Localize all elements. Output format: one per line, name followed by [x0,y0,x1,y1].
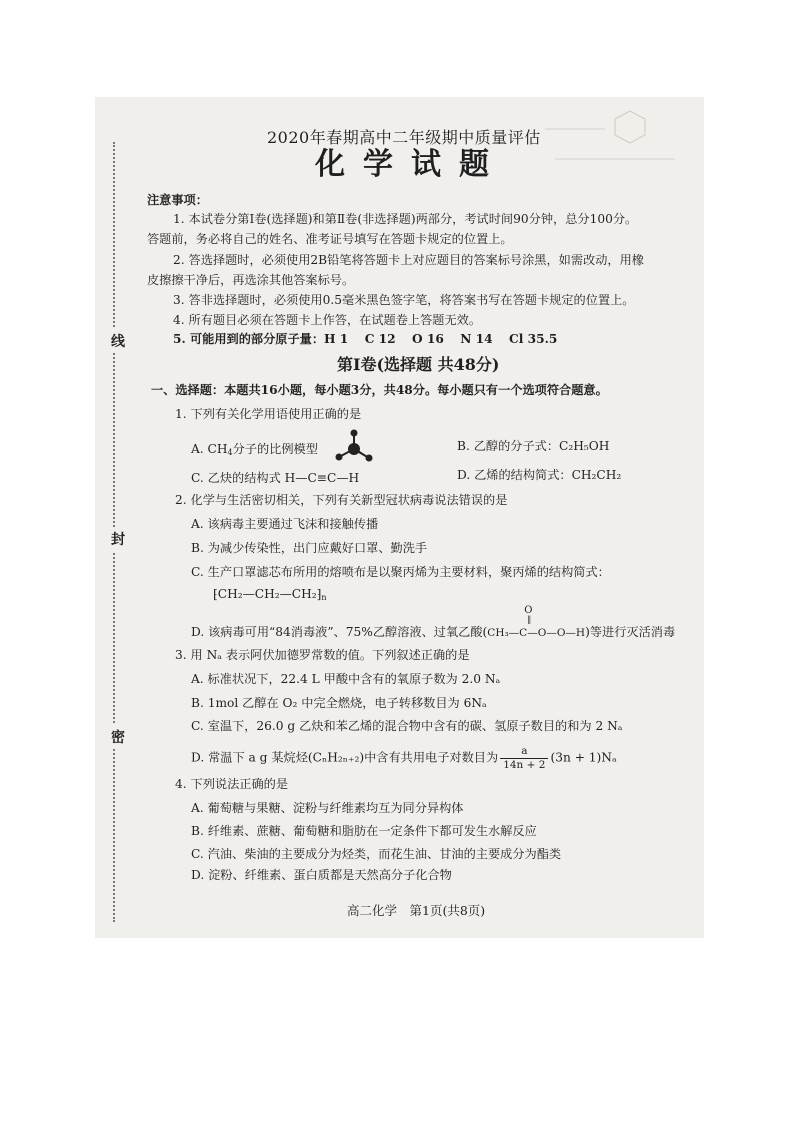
q3-option-d: D. 常温下 a g 某烷烃(CₙH₂ₙ₊₂)中含有共用电子对数目为 $\frac{a}{14n + 2}$ (3n + 1)Nₐ [191,745,617,771]
note-2-line2: 皮擦擦干净后，再选涂其他答案标号。 [147,273,355,287]
q1-option-c: C. 乙炔的结构式 H—C≡C—H [191,471,360,485]
ch4-ball-model-icon [333,429,375,463]
note-3: 3. 答非选择题时，必须使用0.5毫米黑色签字笔，将答案书写在答题卡规定的位置上。 [173,293,635,307]
q2-stem: 2. 化学与生活密切相关，下列有关新型冠状病毒说法错误的是 [175,493,508,507]
note-2-line1: 2. 答选择题时，必须使用2B铅笔将答题卡上对应题目的答案标号涂黑，如需改动，用橡 [173,253,644,267]
q2-polypropylene-formula: $⁅CH_2—CH_2—CH_2⁆_n$ [213,587,327,602]
q4-option-a: A. 葡萄糖与果糖、淀粉与纤维素均互为同分异构体 [191,801,464,815]
q4-option-d: D. 淀粉、纤维素、蛋白质都是天然高分子化合物 [191,868,452,882]
margin-label-line: 线 [111,329,125,353]
q3-option-c: C. 室温下，26.0 g 乙炔和苯乙烯的混合物中含有的碳、氢原子数目的和为 2 Nₐ [191,719,623,733]
q4-stem: 4. 下列说法正确的是 [175,777,289,791]
q2-option-c: C. 生产口罩滤芯布所用的熔喷布是以聚丙烯为主要材料，聚丙烯的结构简式： [191,565,610,579]
q3-stem: 3. 用 Nₐ 表示阿伏加德罗常数的值。下列叙述正确的是 [175,648,470,662]
section-instructions: 一、选择题：本题共16小题，每小题3分，共48分。每小题只有一个选项符合题意。 [151,383,608,397]
bleed-through-decoration [525,109,695,182]
margin-label-secret: 密 [111,725,125,749]
q2-peracetic-acid-formula: CH₃—C—O—O—H [487,627,586,639]
q3-fraction: $\frac{a}{14n + 2}$ [500,745,548,771]
margin-label-seal: 封 [111,527,125,551]
q2-option-d: D. 该病毒可用“84消毒液”、75%乙醇溶液、过氧乙酸( O ‖ CH₃—C—O—O—H)等进行灭活消毒 [191,605,676,639]
notes-heading: 注意事项： [147,193,208,207]
q4-option-c: C. 汽油、柴油的主要成分为烃类，而花生油、甘油的主要成分为酯类 [191,847,562,861]
q2-peracetic-carbonyl-o: O [524,605,533,616]
q2-option-a: A. 该病毒主要通过飞沫和接触传播 [191,517,379,531]
section-1-title: 第Ⅰ卷(选择题 共48分) [337,355,500,374]
q2-option-b: B. 为减少传染性，出门应戴好口罩、勤洗手 [191,541,428,555]
note-1-line1: 1. 本试卷分第Ⅰ卷(选择题)和第Ⅱ卷(非选择题)两部分，考试时间90分钟，总分100分。 [173,212,638,226]
q1-option-a: A. $CH_4$分子的比例模型 [191,442,318,457]
scanned-page [95,97,704,938]
note-1-line2: 答题前，务必将自己的姓名、准考证号填写在答题卡规定的位置上。 [147,232,513,246]
q1-option-b: B. 乙醇的分子式：C₂H₅OH [457,439,610,453]
q1-option-d: D. 乙烯的结构简式：CH₂CH₂ [457,468,622,482]
q1-stem: 1. 下列有关化学用语使用正确的是 [175,407,362,421]
note-5-atomic-masses: 5. 可能用到的部分原子量：H 1 C 12 O 16 N 14 Cl 35.5 [173,332,558,346]
q4-option-b: B. 纤维素、蔗糖、葡萄糖和脂肪在一定条件下都可发生水解反应 [191,824,537,838]
note-4: 4. 所有题目必须在答题卡上作答，在试题卷上答题无效。 [173,313,482,327]
exam-title: 2020年春期高中二年级期中质量评估 [267,128,541,147]
page-footer: 高二化学 第1页(共8页) [347,903,486,918]
q3-option-a: A. 标准状况下，22.4 L 甲酸中含有的氧原子数为 2.0 Nₐ [191,672,501,686]
q3-option-b: B. 1mol 乙醇在 O₂ 中完全燃烧，电子转移数目为 6Nₐ [191,696,487,710]
subject-title: 化学试题 [315,147,507,182]
